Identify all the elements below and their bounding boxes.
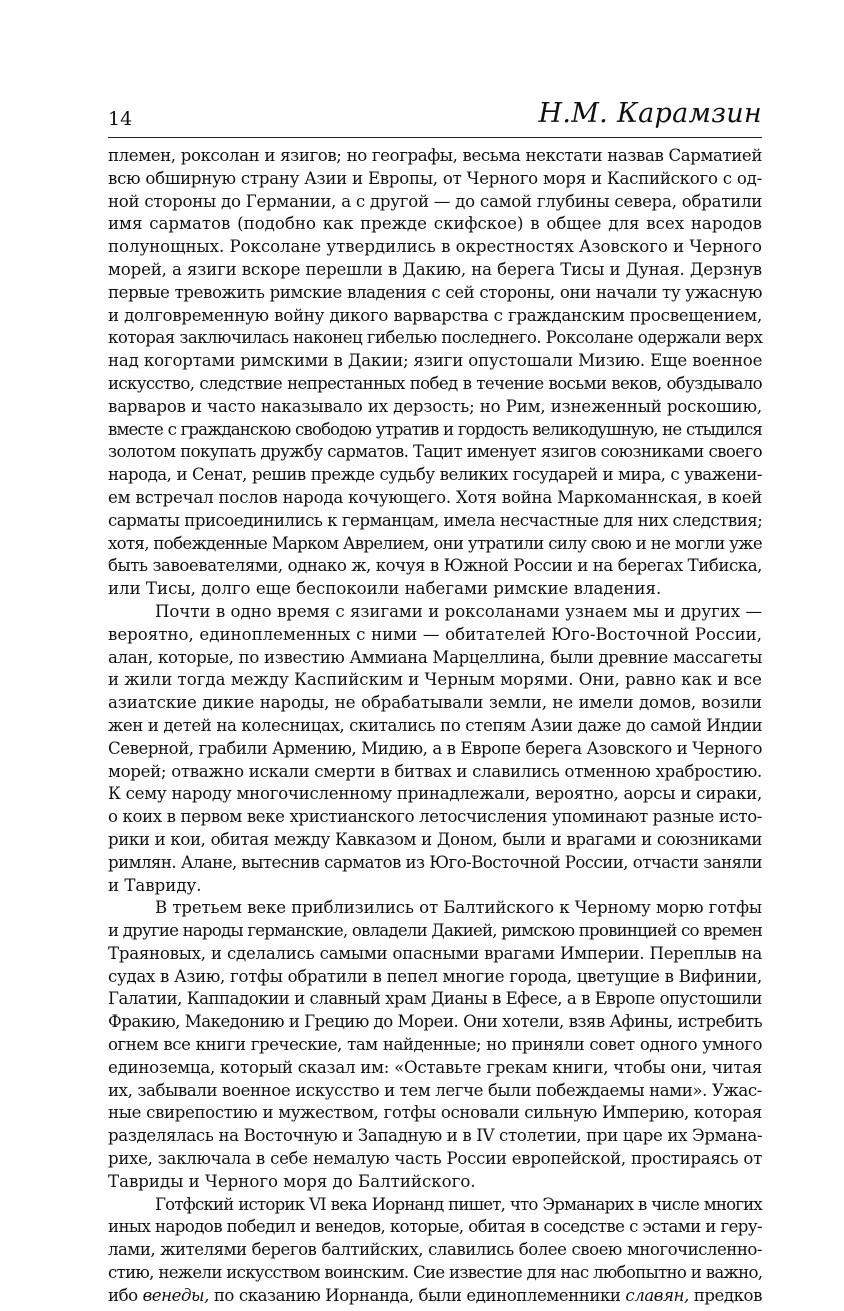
page-number: 14 [108, 108, 133, 130]
text-line: первые тревожить римские владения с сей стороны, они начали ту ужасную [108, 282, 762, 302]
text-run: по сказанию Иорнанда, были единоплеменники [208, 1285, 626, 1305]
paragraph-end-line: и Тавриду. [108, 875, 202, 895]
text-line: о коих в первом веке христианского летосчисления упоминают разные исто- [108, 807, 762, 827]
text-line: римлян. Алане, вытеснив сарматов из Юго-Восточной России, отчасти заняли [108, 852, 762, 872]
page-header [108, 96, 762, 136]
text-line: и жили тогда между Каспийским и Черным морями. Они, равно как и все [108, 670, 762, 690]
text-line: искусство, следствие непрестанных побед в течение восьми веков, обуздывало [108, 373, 762, 393]
text-line: которая заключилась наконец гибелью последнего. Роксолане одержали верх [108, 328, 763, 348]
text-line: ной стороны до Германии, а с другой — до самой глубины севера, обратили [108, 191, 763, 211]
italic-term: венеды, [142, 1285, 209, 1305]
text-line: единоземца, который сказал им: «Оставьте грекам книги, чтобы они, читая [108, 1057, 763, 1077]
body-text [108, 145, 762, 1308]
italic-term: славян, [625, 1285, 689, 1305]
text-line: всю обширную страну Азии и Европы, от Черного моря и Каспийского с од- [108, 168, 762, 188]
text-line: лами, жителями берегов балтийских, славились более своею многочисленно- [108, 1240, 762, 1260]
text-line: золотом покупать дружбу сарматов. Тацит именует язигов союзниками своего [108, 442, 762, 462]
text-line: К сему народу многочисленному принадлежали, вероятно, аорсы и сираки, [108, 784, 762, 804]
text-line: сарматы присоединились к германцам, имела несчастные для них следствия; [108, 510, 763, 530]
text-line: рики и кои, обитая между Кавказом и Доном, были и врагами и союзниками [108, 829, 762, 849]
text-line: рихе, заключала в себе немалую часть России европейской, простираясь от [108, 1149, 762, 1169]
text-line-last [108, 1285, 762, 1308]
paragraph-first-line: Почти в одно время с язигами и роксоланами узнаем мы и других — [155, 601, 762, 621]
text-line: ные свирепостию и мужеством, готфы основали сильную Империю, которая [108, 1103, 762, 1123]
text-line: вместе с гражданскою свободою утратив и гордость великодушную, не стыдился [108, 419, 762, 439]
text-line: Галатии, Каппадокии и славный храм Дианы в Ефесе, а в Европе опустошили [108, 989, 762, 1009]
text-line: быть завоевателями, однако ж, кочуя в Южной России и на берегах Тибиска, [108, 556, 762, 576]
running-title: Н.М. Карамзин [538, 98, 762, 129]
paragraph-first-line: В третьем веке приблизились от Балтийского к Черному морю готфы [155, 898, 762, 918]
text-line: жен и детей на колесницах, скитались по степям Азии даже до самой Индии [108, 715, 763, 735]
text-line: и другие народы германские, овладели Дакией, римскою провинцией со времен [108, 921, 762, 941]
text-line: морей, а язиги вскоре перешли в Дакию, на берега Тисы и Дуная. Дерзнув [108, 259, 762, 279]
text-line: судах в Азию, готфы обратили в пепел многие города, цветущие в Вифинии, [108, 966, 762, 986]
text-line: варваров и часто наказывало их дерзость; но Рим, изнеженный роскошию, [108, 396, 762, 416]
text-line: стию, нежели искусством воинским. Сие известие для нас любопытно и важно, [108, 1263, 763, 1283]
text-run: ибо [108, 1285, 143, 1305]
text-line: народа, и Сенат, решив прежде судьбу великих государей и мира, с уважени- [108, 465, 762, 485]
text-line: огнем все книги греческие, там найденные; но приняли совет одного умного [108, 1035, 762, 1055]
text-line: Фракию, Македонию и Грецию до Мореи. Они хотели, взяв Афины, истребить [108, 1012, 763, 1032]
text-line: и долговременную войну дикого варварства с гражданским просвещением, [108, 305, 762, 325]
paragraph-first-line: Готфский историк VI века Иорнанд пишет, что Эрманарих в числе многих [155, 1194, 762, 1214]
text-line: ем встречал послов народа кочующего. Хотя война Маркоманнская, в коей [108, 487, 763, 507]
text-line: племен, роксолан и язигов; но географы, весьма некстати назвав Сарматией [108, 146, 762, 165]
text-line: алан, которые, по известию Аммиана Марцеллина, были древние массагеты [108, 647, 762, 667]
text-line: вероятно, единоплеменных с ними — обитателей Юго-Восточной России, [108, 624, 762, 644]
text-line: иных народов победил и венедов, которые, обитая в соседстве с эстами и геру- [108, 1217, 762, 1237]
paragraph-end-line: или Тисы, долго еще беспокоили набегами римские владения. [108, 579, 662, 599]
paragraph-end-line: Тавриды и Черного моря до Балтийского. [108, 1171, 476, 1191]
text-line: полунощных. Роксолане утвердились в окрестностях Азовского и Черного [108, 237, 762, 257]
text-line: имя сарматов (подобно как прежде скифское) в общее для всех народов [108, 214, 762, 234]
text-line: разделялась на Восточную и Западную и в IV столетии, при царе их Эрмана- [108, 1126, 763, 1146]
text-line: хотя, побежденные Марком Аврелием, они утратили силу свою и не могли уже [108, 533, 762, 553]
text-run: предков [688, 1285, 762, 1305]
text-line: Траяновых, и сделались самыми опасными врагами Империи. Переплыв на [108, 943, 762, 963]
text-line: Северной, грабили Армению, Мидию, а в Европе берега Азовского и Черного [108, 738, 762, 758]
text-line: их, забывали военное искусство и тем легче были побеждаемы нами». Ужас- [108, 1080, 762, 1100]
header-rule [108, 137, 762, 138]
text-line: морей; отважно искали смерти в битвах и славились отменною храбростию. [108, 761, 762, 781]
text-line: над когортами римскими в Дакии; язиги опустошали Мизию. Еще военное [108, 351, 763, 371]
text-line: азиатские дикие народы, не обрабатывали земли, не имели домов, возили [108, 693, 762, 713]
